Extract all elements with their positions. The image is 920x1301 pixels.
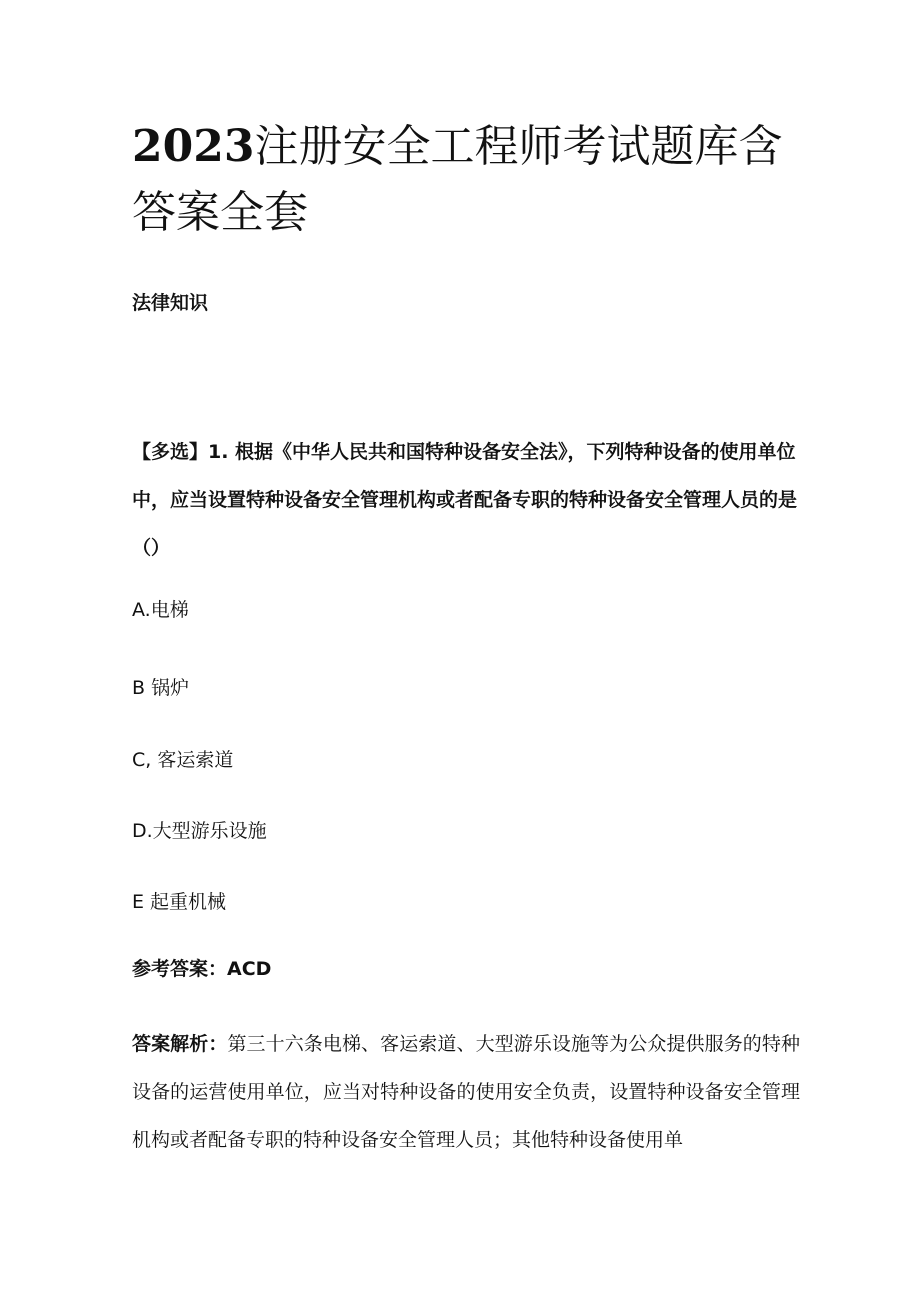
section-heading: 法律知识 bbox=[132, 292, 209, 314]
option-d: D.大型游乐设施 bbox=[132, 820, 267, 842]
document-title bbox=[132, 114, 812, 246]
question-text: 【多选】1. 根据《中华人民共和国特种设备安全法》，下列特种设备的使用单位中，应当设置特种设备安全管理机构或者配备专职的特种设备安全管理人员的是（） bbox=[132, 441, 798, 559]
option-b: B 锅炉 bbox=[132, 677, 190, 699]
analysis-label: 答案解析： bbox=[132, 1033, 228, 1055]
option-e: E 起重机械 bbox=[132, 891, 227, 913]
analysis-text: 第三十六条电梯、客运索道、大型游乐设施等为公众提供服务的特种设备的运营使用单位，应当对特种设备的使用安全负责，设置特种设备安全管理机构或者配备专职的特种设备安全管理人员；其他特种设备使用单 bbox=[132, 1033, 800, 1151]
option-c: C, 客运索道 bbox=[132, 749, 234, 771]
answer-analysis bbox=[132, 1020, 800, 1164]
option-a: A.电梯 bbox=[132, 599, 189, 621]
reference-answer: 参考答案：ACD bbox=[132, 958, 272, 980]
title-text: 注册安全工程师考试题库含答案全套 bbox=[132, 121, 783, 238]
title-year: 2023 bbox=[132, 121, 255, 172]
